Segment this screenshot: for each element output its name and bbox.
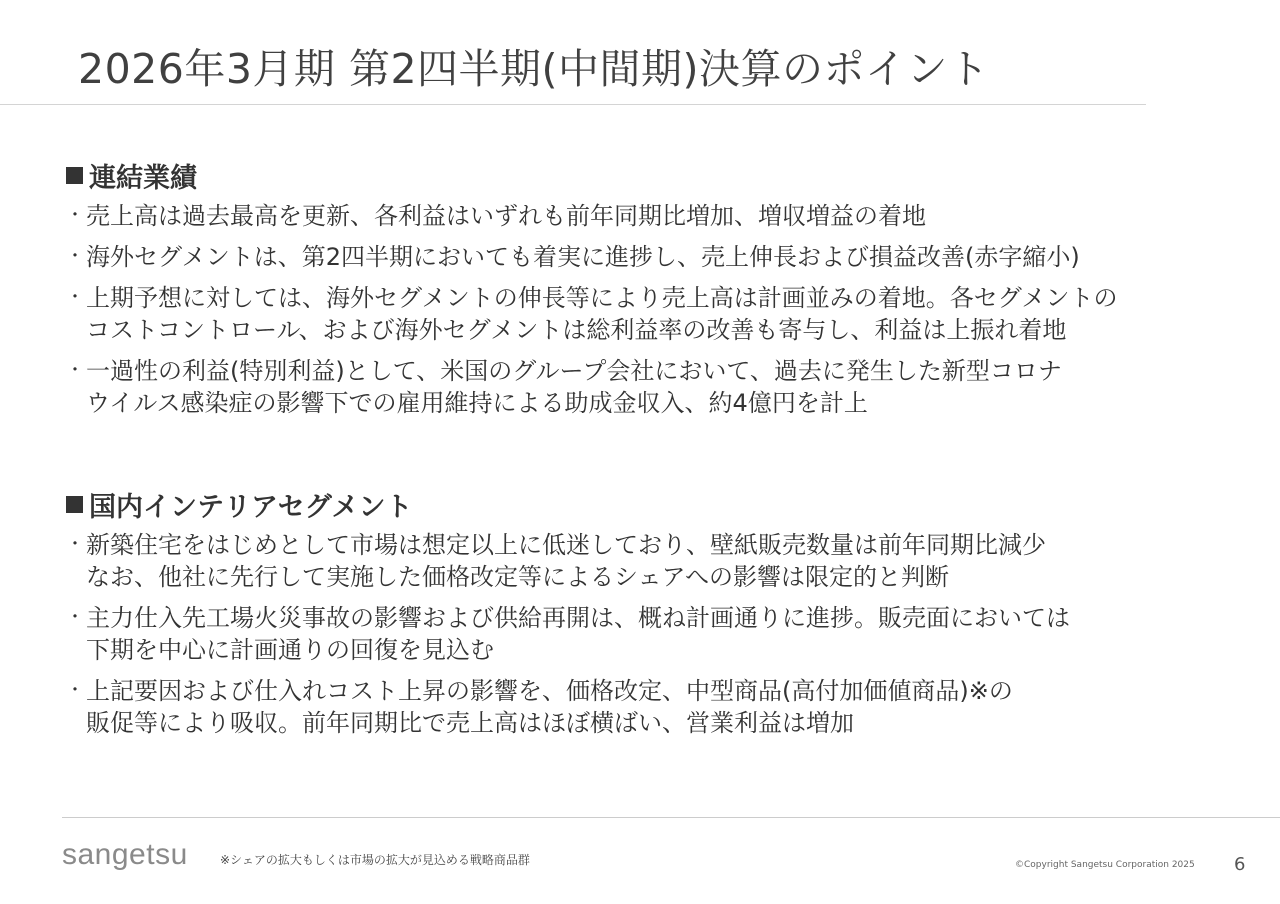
bullet-line: 一過性の利益(特別利益)として、米国のグループ会社において、過去に発生した新型コロナ bbox=[86, 357, 1062, 385]
bullet-dot: ・ bbox=[66, 205, 84, 226]
bullet-list bbox=[64, 200, 1274, 419]
bullet-text bbox=[86, 241, 1274, 273]
square-bullet-icon bbox=[66, 496, 83, 513]
slide-title: 2026年3月期 第2四半期(中間期)決算のポイント bbox=[78, 45, 990, 93]
page-number: 6 bbox=[1234, 854, 1246, 875]
bullet-line: ウイルス感染症の影響下での雇用維持による助成金収入、約4億円を計上 bbox=[86, 389, 868, 417]
bullet-text bbox=[86, 675, 1274, 739]
bullet-dot: ・ bbox=[66, 360, 84, 381]
bullet-text bbox=[86, 282, 1274, 346]
bullet-dot: ・ bbox=[66, 246, 84, 267]
footnote: ※シェアの拡大もしくは市場の拡大が見込める戦略商品群 bbox=[220, 853, 530, 867]
section-heading-text: 連結業績 bbox=[89, 162, 197, 194]
bullet-text bbox=[86, 602, 1274, 666]
section-heading bbox=[64, 485, 1274, 523]
bullet-line: コストコントロール、および海外セグメントは総利益率の改善も寄与し、利益は上振れ着地 bbox=[86, 316, 1067, 344]
list-item bbox=[64, 602, 1274, 666]
list-item bbox=[64, 355, 1274, 419]
bullet-dot: ・ bbox=[66, 287, 84, 308]
bullet-line: 新築住宅をはじめとして市場は想定以上に低迷しており、壁紙販売数量は前年同期比減少 bbox=[86, 531, 1046, 559]
bullet-text bbox=[86, 200, 1274, 232]
section-consolidated-results bbox=[64, 156, 1274, 428]
copyright: ©Copyright Sangetsu Corporation 2025 bbox=[1015, 860, 1195, 870]
title-divider bbox=[0, 104, 1146, 105]
list-item bbox=[64, 282, 1274, 346]
bullet-line: 海外セグメントは、第2四半期においても着実に進捗し、売上伸長および損益改善(赤字縮小) bbox=[86, 243, 1080, 271]
footer-divider bbox=[62, 817, 1280, 818]
bullet-text bbox=[86, 529, 1274, 593]
bullet-line: 売上高は過去最高を更新、各利益はいずれも前年同期比増加、増収増益の着地 bbox=[86, 202, 926, 230]
square-bullet-icon bbox=[66, 167, 83, 184]
bullet-dot: ・ bbox=[66, 534, 84, 555]
list-item bbox=[64, 675, 1274, 739]
section-heading bbox=[64, 156, 1274, 194]
company-logo: sangetsu bbox=[62, 838, 188, 871]
list-item bbox=[64, 241, 1274, 273]
bullet-text bbox=[86, 355, 1274, 419]
bullet-dot: ・ bbox=[66, 607, 84, 628]
bullet-line: 販促等により吸収。前年同期比で売上高はほぼ横ばい、営業利益は増加 bbox=[86, 709, 854, 737]
bullet-list bbox=[64, 529, 1274, 739]
list-item bbox=[64, 200, 1274, 232]
bullet-line: 主力仕入先工場火災事故の影響および供給再開は、概ね計画通りに進捗。販売面においては bbox=[86, 604, 1070, 632]
section-heading-text: 国内インテリアセグメント bbox=[89, 491, 413, 523]
bullet-dot: ・ bbox=[66, 680, 84, 701]
list-item bbox=[64, 529, 1274, 593]
bullet-line: 上期予想に対しては、海外セグメントの伸長等により売上高は計画並みの着地。各セグメントの bbox=[86, 284, 1118, 312]
bullet-line: 上記要因および仕入れコスト上昇の影響を、価格改定、中型商品(高付加価値商品)※の bbox=[86, 677, 1013, 705]
bullet-line: なお、他社に先行して実施した価格改定等によるシェアへの影響は限定的と判断 bbox=[86, 563, 950, 591]
bullet-line: 下期を中心に計画通りの回復を見込む bbox=[86, 636, 494, 664]
section-domestic-interior bbox=[64, 485, 1274, 748]
